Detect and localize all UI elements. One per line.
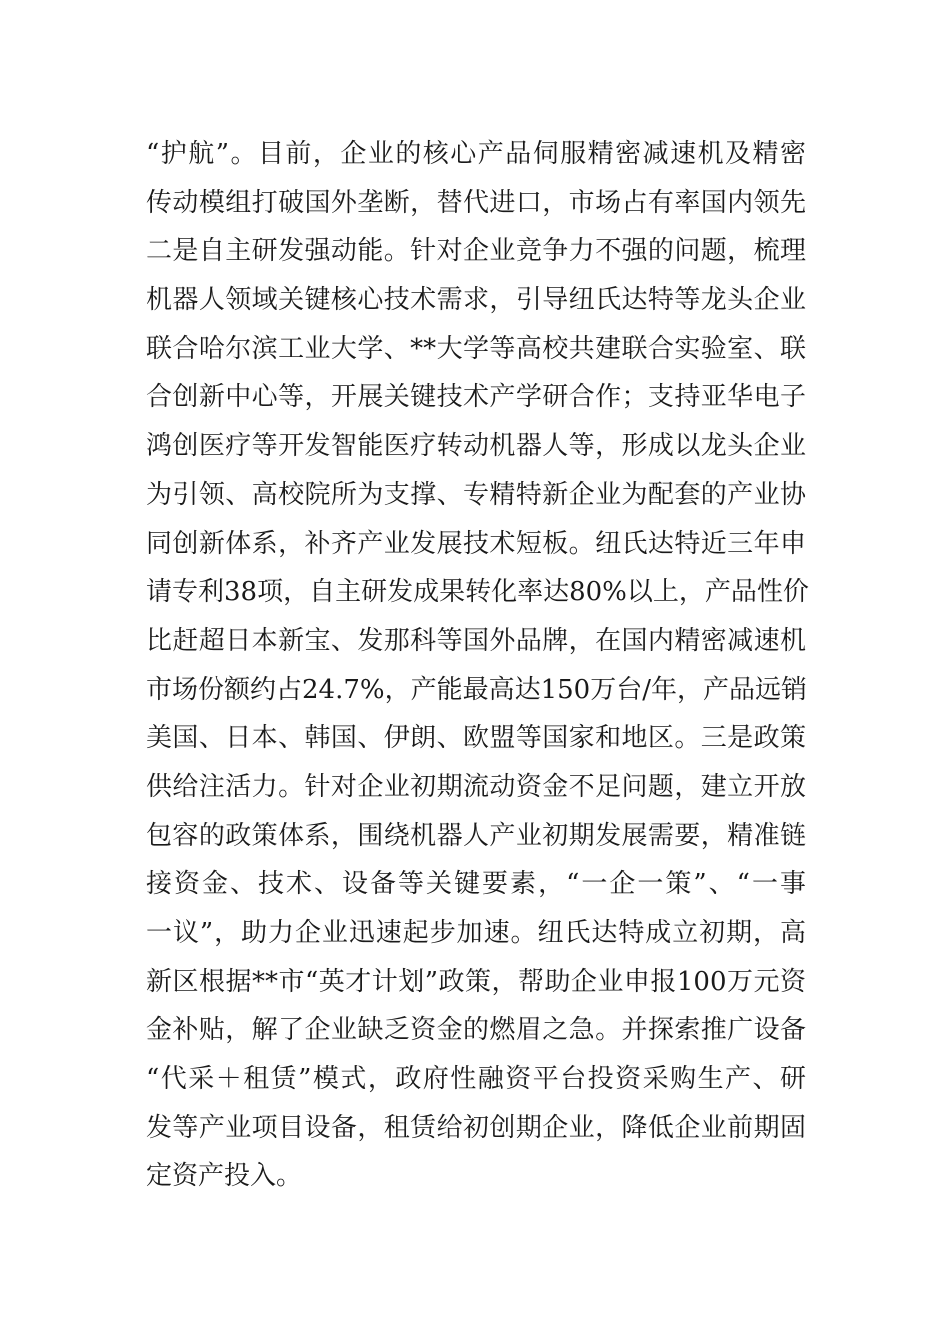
text-line: 机器人领域关键核心技术需求，引导纽氏达特等龙头企业 (146, 285, 806, 316)
text-line: 美国、日本、韩国、伊朗、欧盟等国家和地区。三是政策 (146, 723, 806, 754)
text-line: 传动模组打破国外垄断，替代进口，市场占有率国内领先 (146, 187, 806, 218)
text-line: 包容的政策体系，围绕机器人产业初期发展需要，精准链 (146, 820, 806, 851)
text-line: 比赶超日本新宝、发那科等国外品牌，在国内精密减速机 (146, 625, 806, 656)
text-line: 同创新体系，补齐产业发展技术短板。纽氏达特近三年申 (146, 528, 806, 559)
text-line: 市场份额约占24.7%，产能最高达150万台/年，产品远销 (146, 674, 807, 705)
text-line: 新区根据**市“英才计划”政策，帮助企业申报100万元资 (146, 966, 806, 997)
text-line: 金补贴，解了企业缺乏资金的燃眉之急。并探索推广设备 (146, 1015, 806, 1046)
text-line: “护航”。目前，企业的核心产品伺服精密减速机及精密 (146, 139, 806, 169)
text-line: “代采＋租赁”模式，政府性融资平台投资采购生产、研 (146, 1064, 806, 1095)
text-line: 联合哈尔滨工业大学、**大学等高校共建联合实验室、联 (146, 333, 806, 364)
text-line: 发等产业项目设备，租赁给初创期企业，降低企业前期固 (146, 1112, 806, 1143)
text-line: 一议”，助力企业迅速起步加速。纽氏达特成立初期，高 (146, 918, 806, 948)
text-line: 供给注活力。针对企业初期流动资金不足问题，建立开放 (146, 771, 806, 802)
text-line: 接资金、技术、设备等关键要素，“一企一策”、“一事 (146, 869, 806, 900)
text-line: 二是自主研发强动能。针对企业竞争力不强的问题，梳理 (146, 236, 806, 267)
text-line: 请专利38项，自主研发成果转化率达80%以上，产品性价 (146, 577, 809, 608)
text-line: 为引领、高校院所为支撑、专精特新企业为配套的产业协 (146, 479, 806, 510)
text-line: 合创新中心等，开展关键技术产学研合作；支持亚华电子 (146, 382, 806, 413)
text-line: 鸿创医疗等开发智能医疗转动机器人等，形成以龙头企业 (146, 431, 806, 462)
text-line: 定资产投入。 (146, 1161, 303, 1192)
body-text (146, 130, 809, 1201)
